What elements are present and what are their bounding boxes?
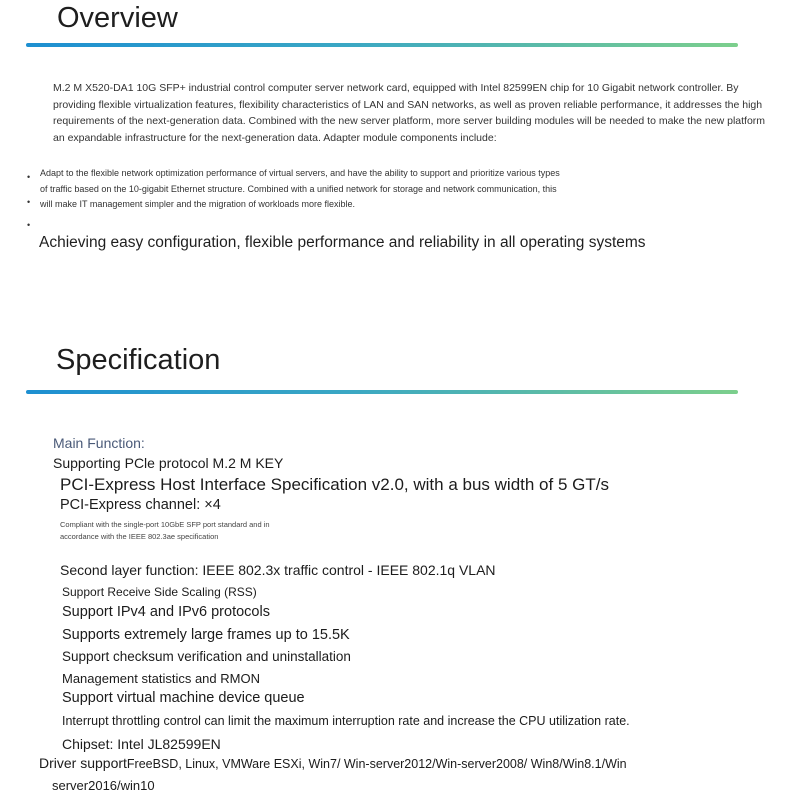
spec-item: Chipset: Intel JL82599EN — [62, 736, 221, 752]
overview-bullet-text: Adapt to the flexible network optimization performance of virtual servers, and have the ability to support and prioritize various types of traffic based on the 10-gigabit Ethernet structure. Combined with a unified network for storage and network communication, this will make IT management simpler and the migration of workloads more flexible. — [40, 168, 560, 210]
overview-divider — [26, 43, 738, 47]
spec-item: Second layer function: IEEE 802.3x traffic control - IEEE 802.1q VLAN — [60, 562, 496, 578]
spec-item: Interrupt throttling control can limit the maximum interruption rate and increase the CPU utilization rate. — [62, 714, 630, 728]
spec-item: Support virtual machine device queue — [62, 690, 305, 706]
bullet-dot: • — [27, 172, 31, 182]
spec-item: Support Receive Side Scaling (RSS) — [62, 585, 257, 599]
bullet-dot: • — [27, 220, 31, 230]
spec-item: Support checksum verification and uninstallation — [62, 649, 351, 664]
main-function-label: Main Function: — [53, 435, 145, 451]
spec-item: PCI-Express channel: ×4 — [60, 497, 221, 513]
specification-title: Specification — [56, 344, 221, 376]
spec-item: Management statistics and RMON — [62, 671, 260, 686]
spec-item-small: Compliant with the single-port 10GbE SFP port standard and in accordance with the IEEE 802.3ae specification — [60, 520, 270, 541]
spec-item: Supports extremely large frames up to 15.5K — [62, 627, 350, 643]
overview-title: Overview — [57, 2, 178, 34]
driver-support-line — [39, 755, 627, 771]
driver-support-value: FreeBSD, Linux, VMWare ESXi, Win7/ Win-server2012/Win-server2008/ Win8/Win8.1/Win — [126, 757, 627, 771]
spec-item: PCI-Express Host Interface Specification v2.0, with a bus width of 5 GT/s — [60, 475, 609, 494]
spec-item: Supporting PCle protocol M.2 M KEY — [53, 455, 284, 471]
overview-tagline: Achieving easy configuration, flexible performance and reliability in all operating systems — [39, 234, 646, 251]
driver-support-label: Driver support — [39, 755, 127, 771]
overview-paragraph: M.2 M X520-DA1 10G SFP+ industrial control computer server network card, equipped with Intel 82599EN chip for 10 Gigabit network controller. By providing flexible virtualization features, flexibility characteristics of LAN and SAN networks, as well as proven reliable performance, it addresses the high requirements of the next-generation data. Combined with the new server platform, more server building modules will be needed to make the new platform an expandable infrastructure for the next-generation data. Adapter module components include: — [53, 82, 766, 144]
specification-divider — [26, 390, 738, 394]
driver-support-value-cont: server2016/win10 — [52, 778, 155, 793]
bullet-dot: • — [27, 197, 31, 207]
spec-item: Support IPv4 and IPv6 protocols — [62, 604, 270, 620]
